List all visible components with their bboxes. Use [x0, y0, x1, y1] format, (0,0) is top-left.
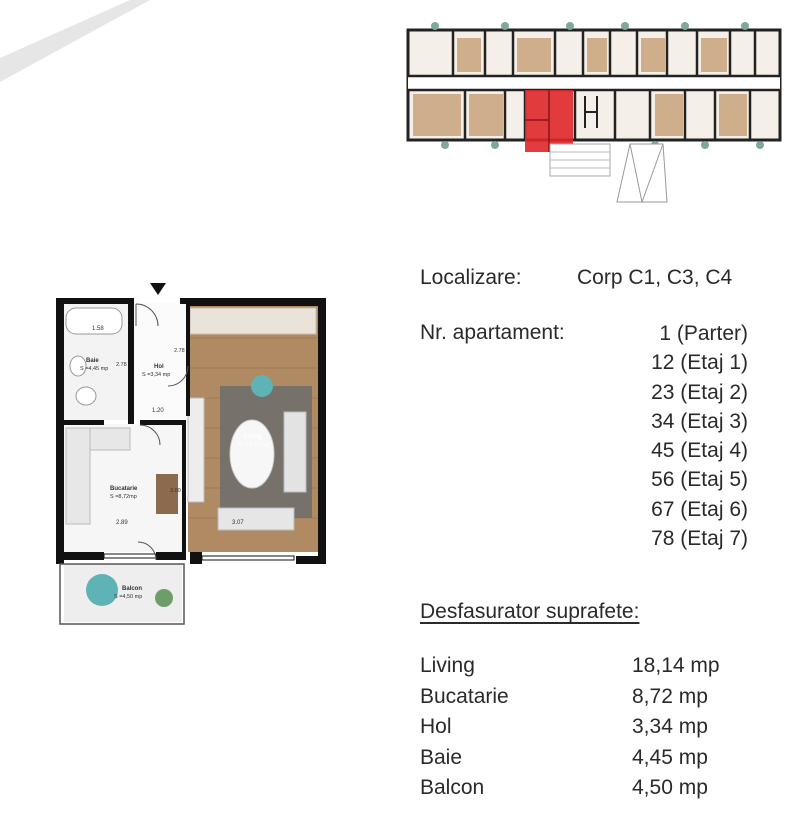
- apartment-number: 67 (Etaj 6): [651, 497, 748, 521]
- area-name: Hol: [420, 715, 452, 738]
- area-row: [420, 682, 730, 713]
- room-area-balcon: S =4,50 mp: [114, 594, 143, 600]
- dim-hol-height: 2.78: [174, 348, 185, 354]
- room-label-hol: Hol: [154, 364, 164, 370]
- room-area-hol: S =3,34 mp: [142, 372, 171, 378]
- dim-baie-width: 1.58: [92, 326, 104, 332]
- room-area-baie: S =4,45 mp: [80, 366, 109, 372]
- localizare-label: Localizare:: [420, 266, 522, 289]
- room-label-balcon: Balcon: [122, 586, 143, 592]
- apartment-number: 56 (Etaj 5): [651, 468, 748, 492]
- dim-hol-width: 1.20: [152, 408, 164, 414]
- area-value: 4,45 mp: [632, 745, 708, 769]
- area-value: 3,34 mp: [632, 715, 708, 738]
- area-row: [420, 743, 730, 774]
- localizare-value: Corp C1, C3, C4: [577, 266, 733, 289]
- apartment-number: 12 (Etaj 1): [651, 351, 748, 375]
- dim-baie-height: 2.78: [116, 362, 127, 368]
- apartment-number: 23 (Etaj 2): [651, 380, 748, 404]
- area-name: Balcon: [420, 776, 485, 799]
- area-row: [420, 712, 730, 743]
- area-value: 18,14 mp: [632, 654, 720, 677]
- room-label-baie: Baie: [86, 358, 99, 364]
- corner-decoration: [0, 0, 200, 110]
- apartment-number: 1 (Parter): [659, 322, 748, 345]
- area-value: 8,72 mp: [632, 684, 708, 708]
- apartment-number-label: Nr. apartament:: [420, 321, 565, 344]
- dim-buc-width: 2.89: [116, 520, 128, 526]
- building-key-plan: [405, 18, 785, 208]
- area-row: [420, 651, 730, 682]
- apartment-number-list: [630, 319, 748, 553]
- area-name: Bucatarie: [420, 684, 509, 708]
- area-row: [420, 773, 730, 804]
- dim-buc-height: 3.00: [170, 488, 181, 494]
- room-label-bucatarie: Bucatarie: [110, 486, 138, 492]
- area-value: 4,50 mp: [632, 776, 708, 799]
- area-name: Living: [420, 654, 475, 677]
- apartment-number: 78 (Etaj 7): [651, 527, 748, 551]
- areas-heading: Desfasurator suprafete:: [420, 600, 640, 623]
- areas-list: [420, 651, 730, 804]
- room-area-bucatarie: S =8,72mp: [110, 494, 137, 500]
- area-name: Baie: [420, 745, 463, 769]
- apartment-floor-plan: [52, 278, 332, 630]
- apartment-number: 34 (Etaj 3): [651, 409, 748, 433]
- apartment-number: 45 (Etaj 4): [651, 439, 748, 463]
- room-label-living: Living: [244, 434, 262, 440]
- dim-living-width: 3.07: [232, 520, 244, 526]
- entrance-arrow-icon: [150, 283, 166, 295]
- room-area-living: S =18,14 mp: [238, 442, 270, 448]
